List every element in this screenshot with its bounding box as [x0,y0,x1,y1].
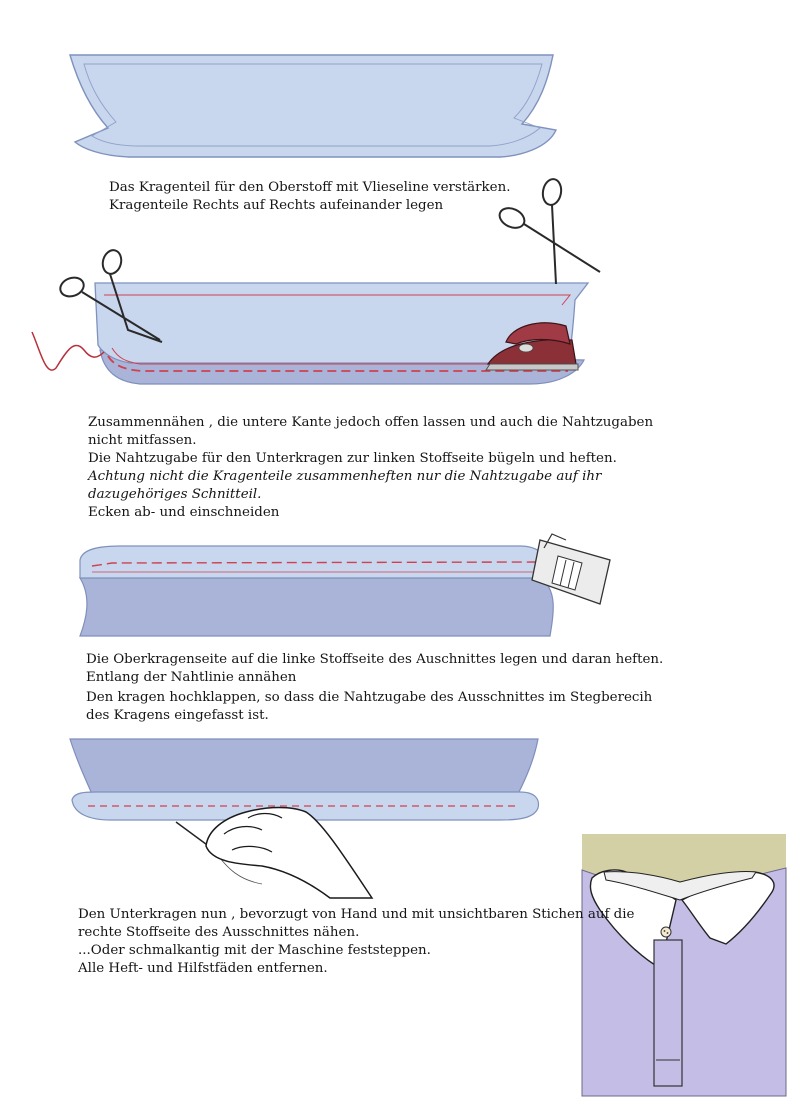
step4-line: rechte Stoffseite des Ausschnittes nähen. [78,925,360,940]
step4-text [78,906,634,978]
step3-line: Entlang der Nahtlinie annähen [86,670,297,685]
step3-line: des Kragens eingefasst ist. [86,708,269,723]
scissors-right-icon [496,178,600,284]
step1-line: Kragenteile Rechts auf Rechts aufeinander legen [109,198,444,213]
step2-line: Die Nahtzugabe für den Unterkragen zur linken Stoffseite bügeln und heften. [88,451,617,466]
step2-warning-line: Achtung nicht die Kragenteile zusammenheften nur die Nahtzugabe auf ihr [88,469,602,484]
step2-line: Zusammennähen , die untere Kante jedoch offen lassen und auch die Nahtzugaben [88,415,654,430]
step2-line: Ecken ab- und einschneiden [88,505,280,520]
collar-band [80,546,550,578]
step2-text [88,414,653,522]
step4-line: ...Oder schmalkantig mit der Maschine feststeppen. [78,943,431,958]
shirt-button [661,927,671,937]
step1-line: Das Kragenteil für den Oberstoff mit Vlieseline verstärken. [109,180,511,195]
step3-text [86,651,663,687]
step3-text-b [86,689,652,725]
collar-attach-illustration [80,534,610,636]
step2-warning-line: dazugehöriges Schnitteil. [88,487,262,502]
step4-line: Alle Heft- und Hilfstfäden entfernen. [78,961,328,976]
step3-line: Den kragen hochklappen, so dass die Nahtzugabe des Ausschnittes im Stegberecih [86,690,653,705]
step4-line: Den Unterkragen nun , bevorzugt von Hand und mit unsichtbaren Stichen auf die [78,907,635,922]
step1-text [109,179,510,215]
hand-icon [206,808,372,899]
collar-top-panel [70,739,538,794]
shirt-placket [654,940,682,1086]
step2-line: nicht mitfassen. [88,433,197,448]
step3-line: Die Oberkragenseite auf die linke Stoffseite des Auschnittes legen und daran heften. [86,652,664,667]
thread [32,332,104,370]
collar-outline [70,55,556,157]
hand-stitch-illustration [70,739,538,898]
neckline-band [80,578,553,636]
collar-piece-illustration [70,55,556,157]
